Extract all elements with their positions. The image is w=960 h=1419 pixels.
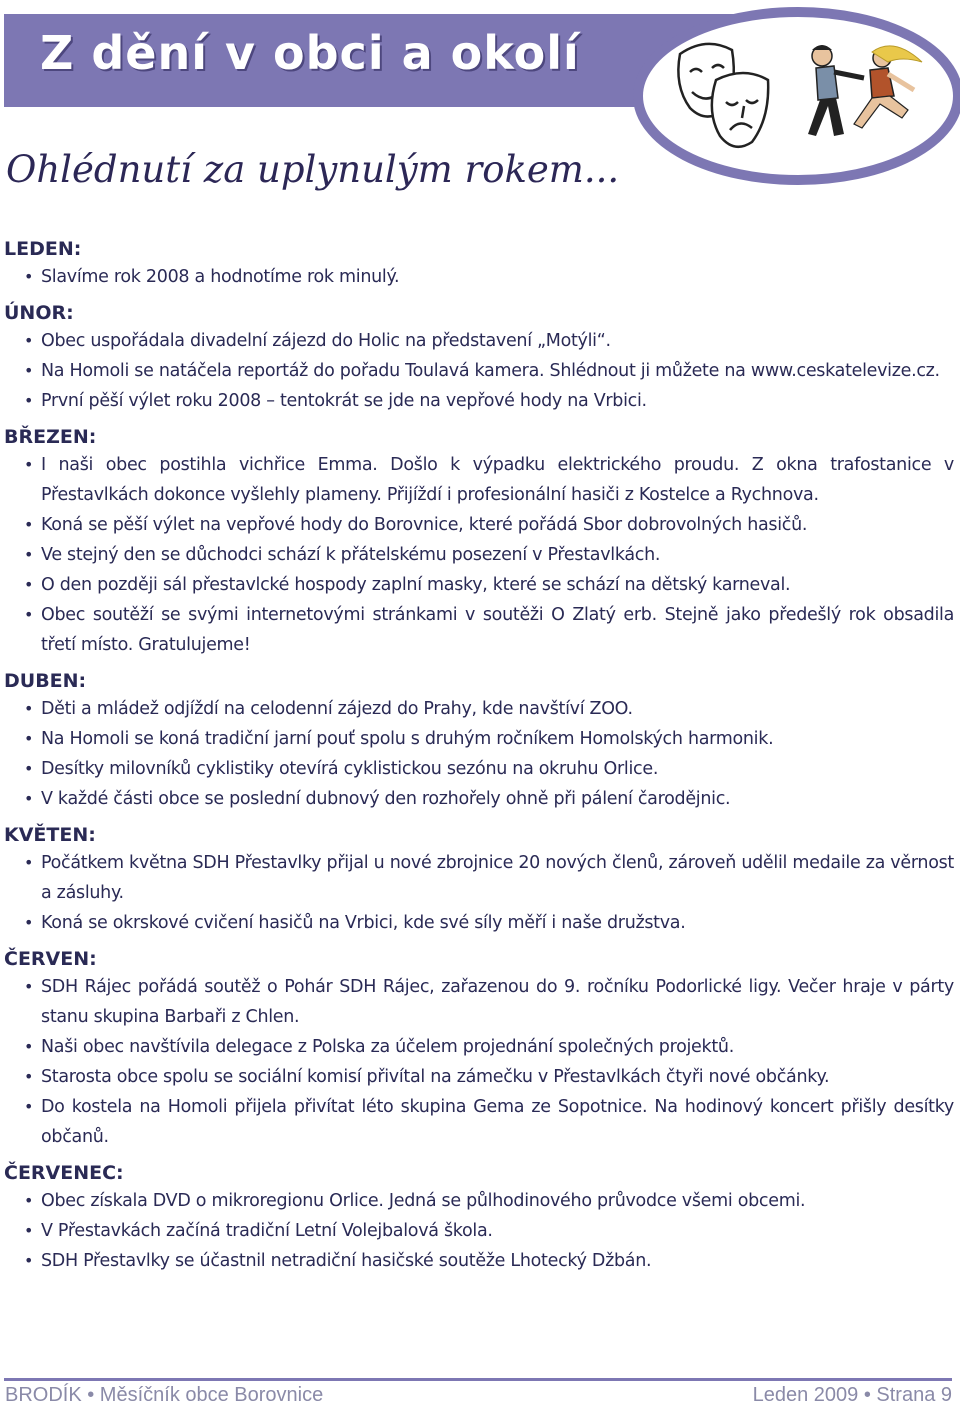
bullet-icon: • bbox=[24, 1191, 34, 1210]
list-item bbox=[4, 754, 954, 784]
item-list bbox=[4, 972, 954, 1152]
bullet-icon: • bbox=[24, 545, 34, 564]
bullet-icon: • bbox=[24, 455, 34, 474]
list-item-text: Na Homoli se koná tradiční jarní pouť spolu s druhým ročníkem Homolských harmonik. bbox=[41, 729, 774, 749]
list-item-text: Obec soutěží se svými internetovými stránkami v soutěži O Zlatý erb. Stejně jako předešlý rok obsadila třetí místo. Gratulujeme! bbox=[41, 605, 954, 655]
item-list bbox=[4, 848, 954, 938]
section-heading: ÚNOR: bbox=[4, 302, 74, 324]
item-list bbox=[4, 694, 954, 814]
article-subtitle: Ohlédnutí za uplynulým rokem... bbox=[6, 148, 620, 191]
bullet-icon: • bbox=[24, 977, 34, 996]
list-item bbox=[4, 694, 954, 724]
header-illustration bbox=[632, 6, 960, 186]
bullet-icon: • bbox=[24, 331, 34, 350]
list-item-text: Koná se okrskové cvičení hasičů na Vrbici, kde své síly měří i naše družstva. bbox=[41, 913, 686, 933]
list-item bbox=[4, 1216, 954, 1246]
footer-page-info: Leden 2009 • Strana 9 bbox=[752, 1384, 952, 1406]
list-item bbox=[4, 570, 954, 600]
item-list bbox=[4, 262, 954, 292]
list-item bbox=[4, 386, 954, 416]
bullet-icon: • bbox=[24, 759, 34, 778]
bullet-icon: • bbox=[24, 699, 34, 718]
item-list bbox=[4, 326, 954, 416]
bullet-icon: • bbox=[24, 515, 34, 534]
bullet-icon: • bbox=[24, 1097, 34, 1116]
list-item bbox=[4, 356, 954, 386]
item-list bbox=[4, 450, 954, 660]
bullet-icon: • bbox=[24, 789, 34, 808]
list-item-text: Starosta obce spolu se sociální komisí přivítal na zámečku v Přestavlkách čtyři nové občánky. bbox=[41, 1067, 830, 1087]
section-kveten bbox=[4, 818, 954, 938]
bullet-icon: • bbox=[24, 913, 34, 932]
list-item bbox=[4, 326, 954, 356]
section-heading: ČERVENEC: bbox=[4, 1162, 124, 1184]
bullet-icon: • bbox=[24, 853, 34, 872]
list-item bbox=[4, 510, 954, 540]
bullet-icon: • bbox=[24, 605, 34, 624]
section-duben bbox=[4, 664, 954, 814]
bullet-icon: • bbox=[24, 361, 34, 380]
list-item-text: Obec získala DVD o mikroregionu Orlice. Jedná se půlhodinového průvodce všemi obcemi. bbox=[41, 1191, 806, 1211]
footer-publication: BRODÍK • Měsíčník obce Borovnice bbox=[5, 1384, 324, 1406]
list-item-text: Naši obec navštívila delegace z Polska za účelem projednání společných projektů. bbox=[41, 1037, 734, 1057]
footer-divider bbox=[4, 1378, 952, 1381]
section-heading: KVĚTEN: bbox=[4, 824, 96, 846]
bullet-icon: • bbox=[24, 1037, 34, 1056]
section-heading: ČERVEN: bbox=[4, 948, 97, 970]
section-unor bbox=[4, 296, 954, 416]
section-heading: LEDEN: bbox=[4, 238, 82, 260]
list-item-text: SDH Přestavlky se účastnil netradiční hasičské soutěže Lhotecký Džbán. bbox=[41, 1251, 652, 1271]
bullet-icon: • bbox=[24, 1067, 34, 1086]
list-item-text: V každé části obce se poslední dubnový den rozhořely ohně při pálení čarodějnic. bbox=[41, 789, 731, 809]
bullet-icon: • bbox=[24, 267, 34, 286]
list-item-text: Na Homoli se natáčela reportáž do pořadu Toulavá kamera. Shlédnout ji můžete na www.ceskatelevize.cz. bbox=[41, 361, 940, 381]
list-item bbox=[4, 540, 954, 570]
list-item bbox=[4, 784, 954, 814]
list-item bbox=[4, 1062, 954, 1092]
list-item bbox=[4, 724, 954, 754]
list-item-text: Ve stejný den se důchodci schází k přátelskému posezení v Přestavlkách. bbox=[41, 545, 661, 565]
section-brezen bbox=[4, 420, 954, 660]
list-item bbox=[4, 1092, 954, 1152]
list-item bbox=[4, 1186, 954, 1216]
section-cerven bbox=[4, 942, 954, 1152]
list-item-text: SDH Rájec pořádá soutěž o Pohár SDH Rájec, zařazenou do 9. ročníku Podorlické ligy. Večer hraje v párty stanu skupina Barbaři z Chlen. bbox=[41, 977, 954, 1027]
list-item-text: Obec uspořádala divadelní zájezd do Holic na představení „Motýli“. bbox=[41, 331, 611, 351]
section-heading: BŘEZEN: bbox=[4, 426, 97, 448]
bullet-icon: • bbox=[24, 1221, 34, 1240]
list-item bbox=[4, 600, 954, 660]
item-list bbox=[4, 1186, 954, 1276]
bullet-icon: • bbox=[24, 1251, 34, 1270]
list-item-text: První pěší výlet roku 2008 – tentokrát se jde na vepřové hody na Vrbici. bbox=[41, 391, 647, 411]
bullet-icon: • bbox=[24, 575, 34, 594]
list-item bbox=[4, 972, 954, 1032]
section-title: Z dění v obci a okolí bbox=[40, 26, 580, 80]
list-item bbox=[4, 908, 954, 938]
list-item-text: O den později sál přestavlcké hospody zaplní masky, které se schází na dětský karneval. bbox=[41, 575, 791, 595]
list-item bbox=[4, 450, 954, 510]
list-item bbox=[4, 1246, 954, 1276]
section-heading: DUBEN: bbox=[4, 670, 87, 692]
article-body bbox=[4, 232, 954, 1280]
list-item-text: V Přestavkách začíná tradiční Letní Volejbalová škola. bbox=[41, 1221, 493, 1241]
list-item bbox=[4, 848, 954, 908]
bullet-icon: • bbox=[24, 729, 34, 748]
list-item-text: Slavíme rok 2008 a hodnotíme rok minulý. bbox=[41, 267, 400, 287]
section-leden bbox=[4, 232, 954, 292]
list-item bbox=[4, 262, 954, 292]
list-item-text: I naši obec postihla vichřice Emma. Došlo k výpadku elektrického proudu. Z okna trafostanice v Přestavlkách dokonce vyšlehly plameny. Přijíždí i profesionální hasiči z Kostelce a Rychnova. bbox=[41, 455, 954, 505]
list-item-text: Koná se pěší výlet na vepřové hody do Borovnice, které pořádá Sbor dobrovolných hasičů. bbox=[41, 515, 808, 535]
list-item-text: Desítky milovníků cyklistiky otevírá cyklistickou sezónu na okruhu Orlice. bbox=[41, 759, 659, 779]
list-item bbox=[4, 1032, 954, 1062]
list-item-text: Děti a mládež odjíždí na celodenní zájezd do Prahy, kde navštíví ZOO. bbox=[41, 699, 633, 719]
bullet-icon: • bbox=[24, 391, 34, 410]
list-item-text: Do kostela na Homoli přijela přivítat léto skupina Gema ze Sopotnice. Na hodinový koncert přišly desítky občanů. bbox=[41, 1097, 954, 1147]
section-cervenec bbox=[4, 1156, 954, 1276]
list-item-text: Počátkem května SDH Přestavlky přijal u nové zbrojnice 20 nových členů, zároveň udělil medaile za věrnost a zásluhy. bbox=[41, 853, 954, 903]
